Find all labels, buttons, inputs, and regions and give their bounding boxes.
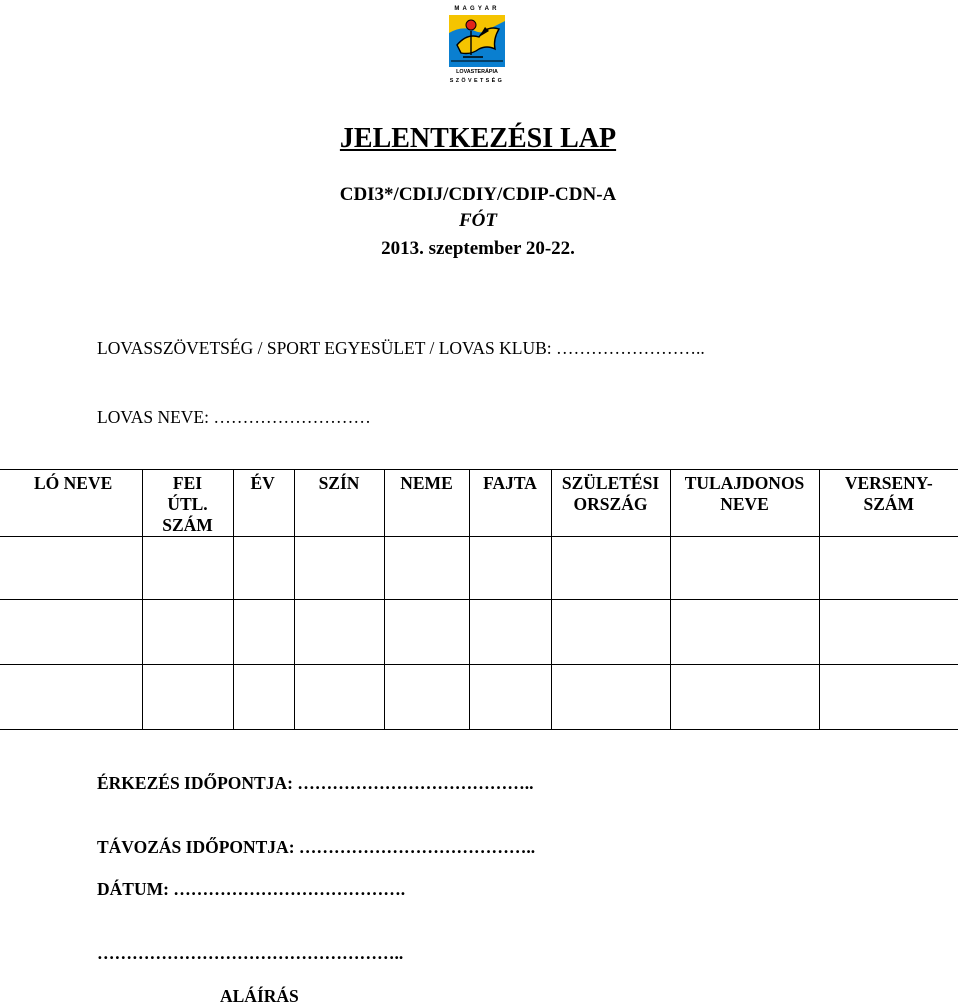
col-header-breed: FAJTA bbox=[469, 470, 551, 537]
table-cell[interactable] bbox=[233, 665, 294, 730]
logo-line-1: LOVASTERÁPIA bbox=[456, 69, 498, 75]
table-cell[interactable] bbox=[469, 537, 551, 600]
table-cell[interactable] bbox=[142, 537, 233, 600]
logo-top-text: MAGYAR bbox=[454, 6, 500, 12]
table-cell[interactable] bbox=[384, 665, 469, 730]
table-row bbox=[0, 537, 958, 600]
table-cell[interactable] bbox=[819, 665, 958, 730]
arrival-time-field[interactable]: ÉRKEZÉS IDŐPONTJA: ………………………………….. bbox=[97, 773, 534, 793]
table-header-row bbox=[0, 470, 958, 537]
col-header-year: ÉV bbox=[233, 470, 294, 537]
table-cell[interactable] bbox=[469, 600, 551, 665]
table-cell[interactable] bbox=[142, 665, 233, 730]
event-place: FÓT bbox=[459, 210, 497, 231]
table-cell[interactable] bbox=[0, 600, 142, 665]
table-cell[interactable] bbox=[294, 537, 384, 600]
col-header-owner-name: TULAJDONOS NEVE bbox=[670, 470, 819, 537]
col-header-sex: NEME bbox=[384, 470, 469, 537]
table-cell[interactable] bbox=[0, 665, 142, 730]
table-cell[interactable] bbox=[551, 537, 670, 600]
form-title: JELENTKEZÉSI LAP bbox=[339, 123, 617, 154]
table-cell[interactable] bbox=[0, 537, 142, 600]
date-field[interactable]: DÁTUM: …………………………………. bbox=[97, 879, 406, 899]
table-cell[interactable] bbox=[551, 665, 670, 730]
table-cell[interactable] bbox=[670, 537, 819, 600]
col-header-birth-country: SZÜLETÉSI ORSZÁG bbox=[551, 470, 670, 537]
signature-line[interactable]: …………………………………………….. bbox=[97, 943, 404, 963]
table-cell[interactable] bbox=[384, 537, 469, 600]
rider-name-field[interactable]: LOVAS NEVE: ……………………… bbox=[97, 407, 371, 427]
table-cell[interactable] bbox=[294, 665, 384, 730]
table-cell[interactable] bbox=[670, 600, 819, 665]
col-header-fei-passport: FEI ÚTL. SZÁM bbox=[142, 470, 233, 537]
signature-label: ALÁÍRÁS bbox=[220, 986, 299, 1002]
table-row bbox=[0, 600, 958, 665]
col-header-color: SZÍN bbox=[294, 470, 384, 537]
table-cell[interactable] bbox=[819, 600, 958, 665]
col-header-competition-number: VERSENY- SZÁM bbox=[819, 470, 958, 537]
table-cell[interactable] bbox=[233, 600, 294, 665]
table-cell[interactable] bbox=[384, 600, 469, 665]
table-cell[interactable] bbox=[233, 537, 294, 600]
federation-logo bbox=[447, 4, 507, 88]
logo-line-2: SZÖVETSÉG bbox=[449, 78, 505, 84]
table-cell[interactable] bbox=[819, 537, 958, 600]
table-cell[interactable] bbox=[294, 600, 384, 665]
departure-time-field[interactable]: TÁVOZÁS IDŐPONTJA: ………………………………….. bbox=[97, 837, 536, 857]
table-cell[interactable] bbox=[142, 600, 233, 665]
horse-therapy-logo-icon bbox=[449, 15, 505, 67]
col-header-horse-name: LÓ NEVE bbox=[0, 470, 142, 537]
horse-entry-table bbox=[0, 469, 958, 730]
event-code: CDI3*/CDIJ/CDIY/CDIP-CDN-A bbox=[339, 184, 617, 205]
table-cell[interactable] bbox=[670, 665, 819, 730]
event-date: 2013. szeptember 20-22. bbox=[381, 238, 575, 259]
table-row bbox=[0, 665, 958, 730]
table-cell[interactable] bbox=[469, 665, 551, 730]
table-cell[interactable] bbox=[551, 600, 670, 665]
club-field[interactable]: LOVASSZÖVETSÉG / SPORT EGYESÜLET / LOVAS KLUB: …………………….. bbox=[97, 338, 705, 358]
